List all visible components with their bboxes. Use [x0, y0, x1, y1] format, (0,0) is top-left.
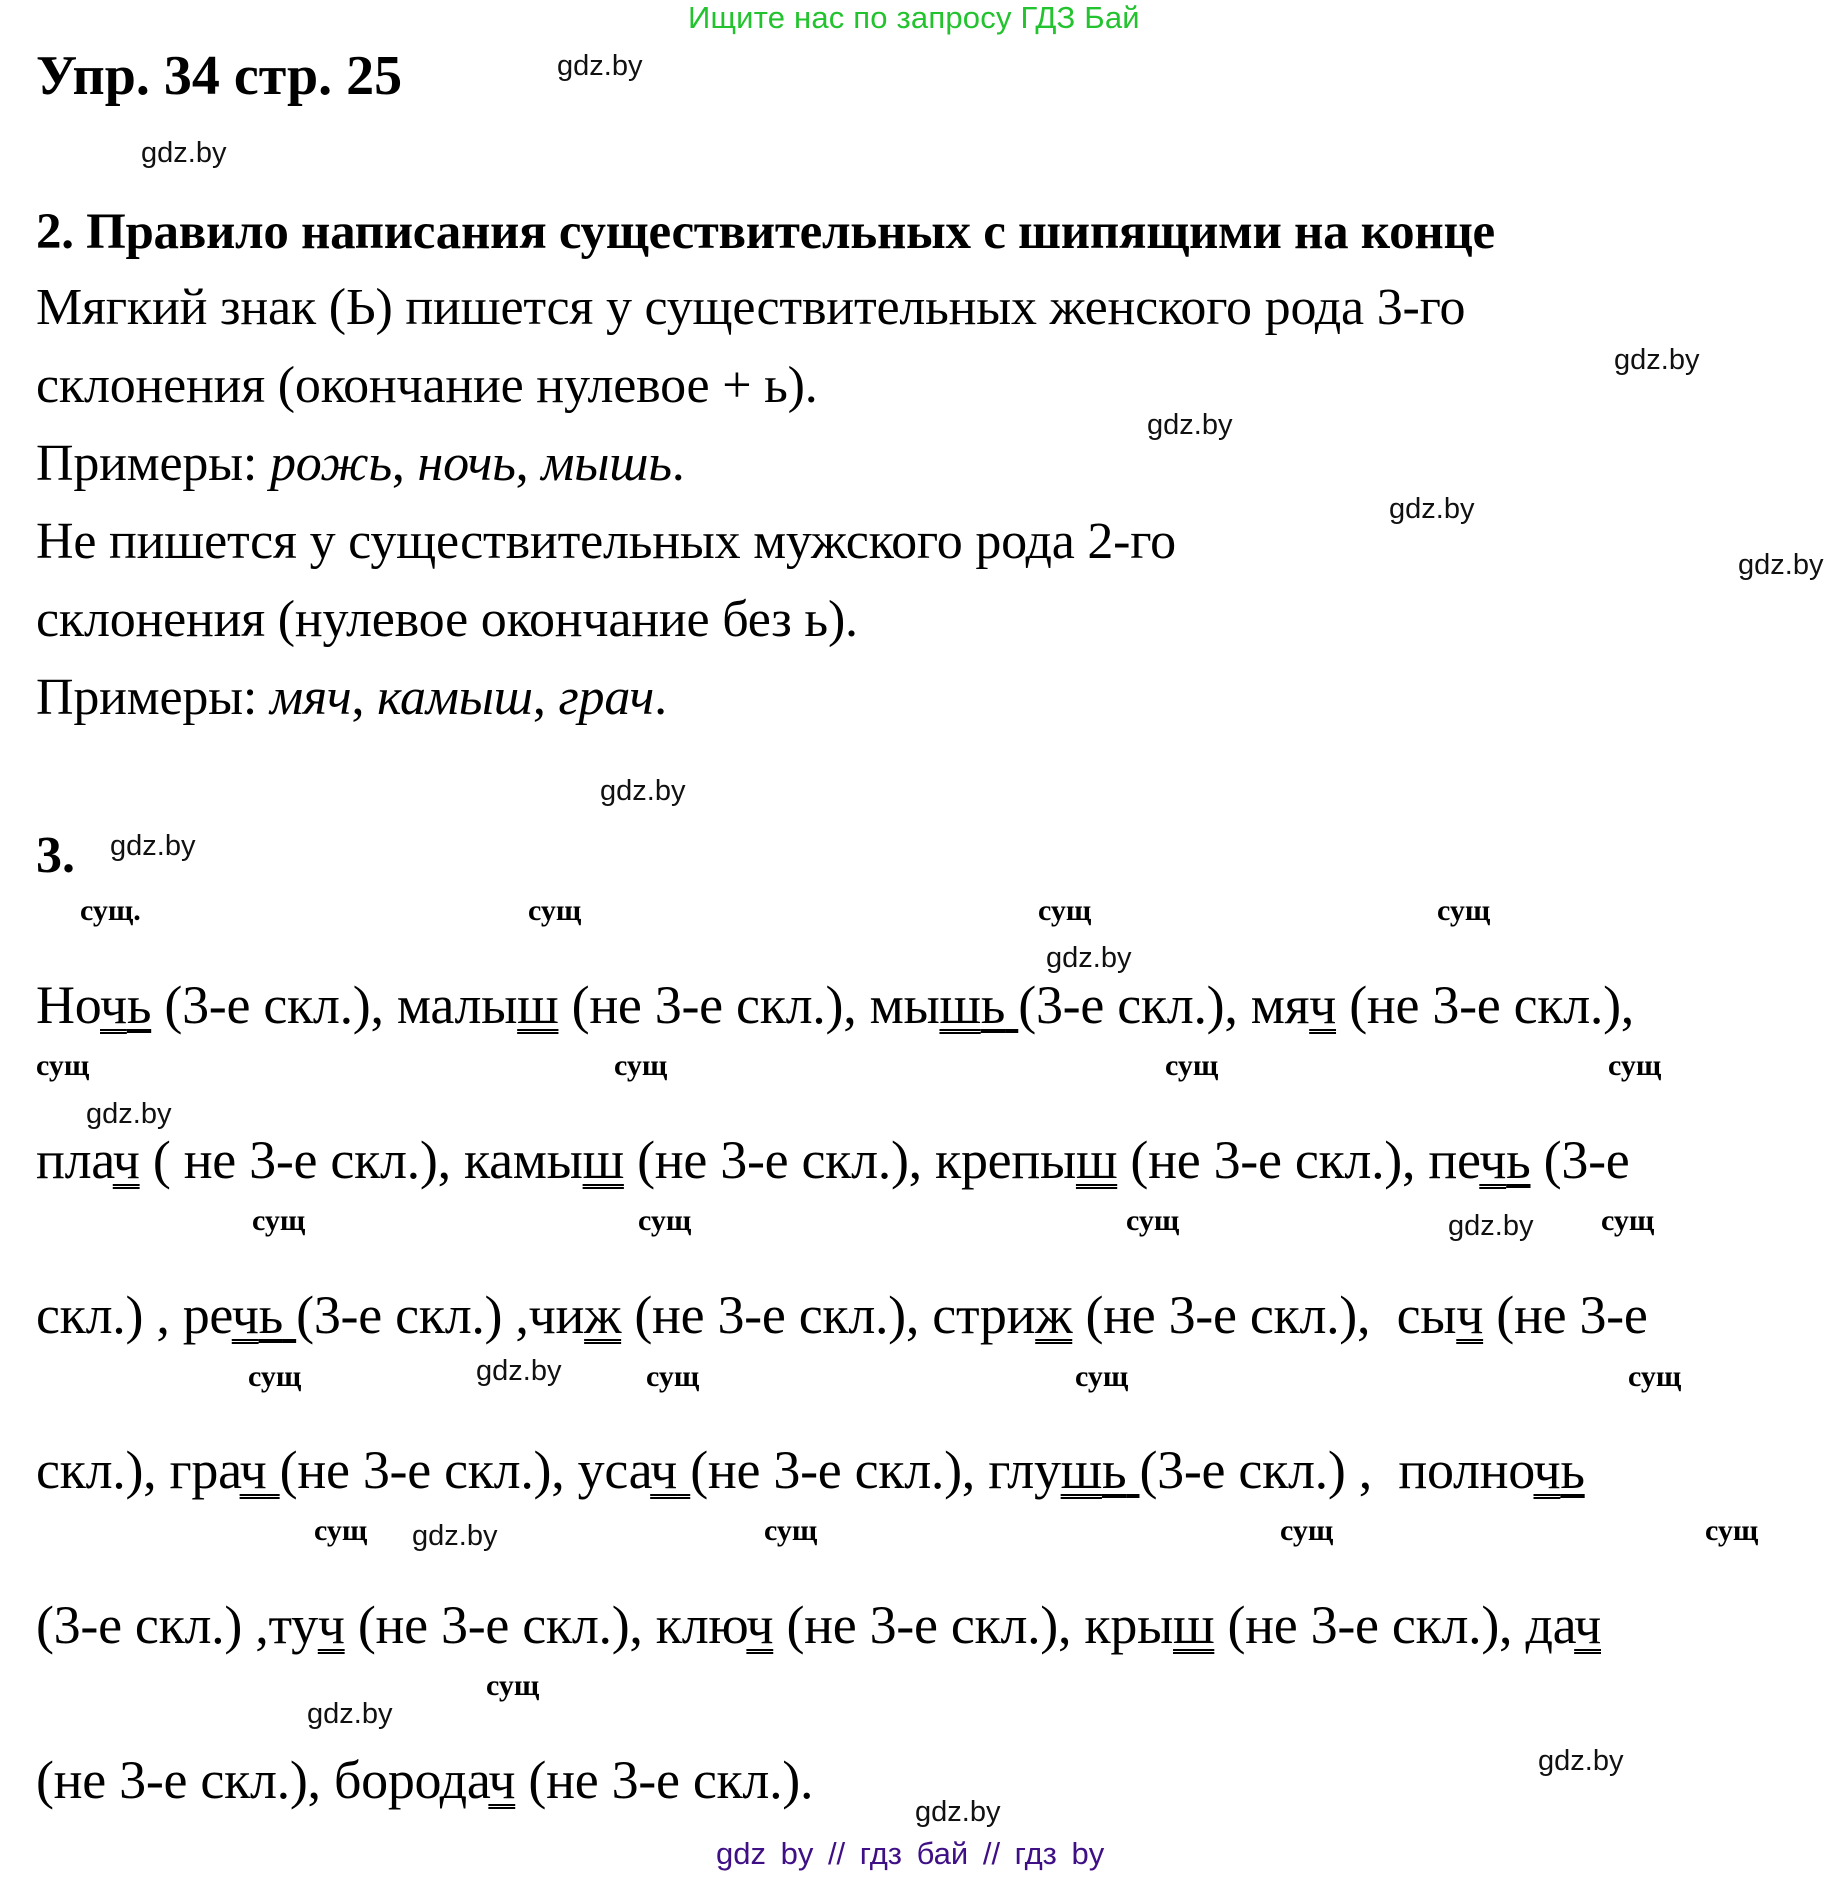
hissing-letter: ч	[1479, 1130, 1507, 1190]
hissing-letter: ч	[112, 1130, 140, 1190]
pos-label: сущ	[528, 894, 582, 927]
pos-label: сущ	[314, 1514, 368, 1547]
hissing-letter: ш	[517, 975, 559, 1035]
soft-sign: ь	[980, 975, 1006, 1035]
rule-line: Не пишется у существительных мужского рода 2-го	[36, 513, 1176, 570]
soft-sign: ь	[1560, 1440, 1585, 1500]
rule-heading: 2. Правило написания существительных с шипящими на конце	[36, 204, 1495, 260]
pos-label: сущ	[1075, 1360, 1129, 1393]
watermark: gdz.by	[600, 775, 686, 807]
example-word: мышь	[541, 435, 672, 492]
hissing-letter: ч	[100, 975, 127, 1035]
section-3-label: 3.	[36, 827, 75, 884]
hissing-letter: ш	[1060, 1440, 1102, 1500]
pos-label: сущ	[1705, 1514, 1759, 1547]
hissing-letter: ч	[1574, 1595, 1601, 1655]
watermark: gdz.by	[1389, 493, 1475, 525]
hissing-letter: ш	[1173, 1595, 1215, 1655]
watermark: gdz.by	[476, 1355, 562, 1387]
watermark: gdz.by	[110, 830, 196, 862]
hissing-letter: ч	[488, 1750, 516, 1810]
pos-label: сущ.	[80, 894, 141, 927]
pos-label: сущ	[1038, 894, 1092, 927]
pos-label: сущ	[36, 1049, 90, 1082]
page-title: Упр. 34 стр. 25	[36, 45, 403, 107]
answer-line: (не 3-е скл.), бородач (не 3-е скл.).	[36, 1750, 814, 1810]
watermark: gdz.by	[86, 1098, 172, 1130]
hissing-letter: ш	[1075, 1130, 1118, 1190]
hissing-letter: ж	[1035, 1285, 1073, 1345]
hissing-letter: ч	[1456, 1285, 1484, 1345]
pos-label: сущ	[646, 1360, 700, 1393]
rule-line: склонения (нулевое окончание без ь).	[36, 591, 858, 648]
hissing-letter: ч	[746, 1595, 774, 1655]
rule-line: Мягкий знак (Ь) пишется у существительных женского рода 3-го	[36, 279, 1466, 336]
watermark: gdz.by	[1147, 409, 1233, 441]
hissing-letter: ч	[1533, 1440, 1561, 1500]
example-word: ночь	[417, 435, 516, 492]
hissing-letter: ч	[317, 1595, 345, 1655]
soft-sign: ь	[1506, 1130, 1531, 1190]
hissing-letter: ш	[939, 975, 981, 1035]
soft-sign: ь	[258, 1285, 283, 1345]
watermark: gdz.by	[1614, 344, 1700, 376]
answer-line: плач ( не 3-е скл.), камыш (не 3-е скл.), крепыш (не 3-е скл.), печь (3-е	[36, 1130, 1630, 1190]
pos-label: сущ	[614, 1049, 668, 1082]
answer-line: (3-е скл.) ,туч (не 3-е скл.), ключ (не 3-е скл.), крыш (не 3-е скл.), дач	[36, 1595, 1601, 1655]
example-word: мяч	[269, 669, 352, 726]
answer-line: скл.) , речь (3-е скл.) ,чиж (не 3-е скл.), стриж (не 3-е скл.), сыч (не 3-е	[36, 1285, 1648, 1345]
examples-line: Примеры: мяч, камыш, грач.	[36, 669, 667, 726]
hissing-letter: ч	[231, 1285, 259, 1345]
pos-label: сущ	[486, 1669, 540, 1702]
examples-line: Примеры: рожь, ночь, мышь.	[36, 435, 685, 492]
pos-label: сущ	[1280, 1514, 1334, 1547]
pos-label: сущ	[252, 1204, 306, 1237]
watermark: gdz.by	[1738, 549, 1824, 581]
pos-label: сущ	[1628, 1360, 1682, 1393]
watermark: gdz.by	[412, 1520, 498, 1552]
watermark: gdz.by	[1538, 1745, 1624, 1777]
example-word: камыш	[377, 669, 533, 726]
watermark: gdz.by	[915, 1796, 1001, 1828]
footer-links: gdz by // гдз бай // гдз by	[716, 1836, 1105, 1871]
pos-label: сущ	[1165, 1049, 1219, 1082]
pos-label: сущ	[248, 1360, 302, 1393]
watermark: gdz.by	[307, 1698, 393, 1730]
watermark: gdz.by	[557, 50, 643, 82]
hissing-letter: ж	[584, 1285, 622, 1345]
hissing-letter: ч	[650, 1440, 678, 1500]
answer-line: скл.), грач (не 3-е скл.), усач (не 3-е скл.), глушь (3-е скл.) , полночь	[36, 1440, 1585, 1500]
pos-label: сущ	[638, 1204, 692, 1237]
pos-label: сущ	[1126, 1204, 1180, 1237]
hissing-letter: ш	[582, 1130, 624, 1190]
soft-sign: ь	[1101, 1440, 1127, 1500]
pos-label: сущ	[1437, 894, 1491, 927]
pos-label: сущ	[1601, 1204, 1655, 1237]
hissing-letter: ч	[239, 1440, 267, 1500]
rule-line: склонения (окончание нулевое + ь).	[36, 357, 818, 414]
example-word: грач	[558, 669, 655, 726]
watermark: gdz.by	[1448, 1210, 1534, 1242]
pos-label: сущ	[764, 1514, 818, 1547]
soft-sign: ь	[126, 975, 152, 1035]
pos-label: сущ	[1608, 1049, 1662, 1082]
hissing-letter: ч	[1309, 975, 1337, 1035]
watermark: gdz.by	[1046, 942, 1132, 974]
watermark: gdz.by	[141, 137, 227, 169]
examples-label: Примеры:	[36, 435, 258, 492]
answer-line: Ночь (3-е скл.), малыш (не 3-е скл.), мышь (3-е скл.), мяч (не 3-е скл.),	[36, 975, 1634, 1035]
search-banner: Ищите нас по запросу ГДЗ Бай	[688, 0, 1140, 35]
example-word: рожь	[269, 435, 392, 492]
examples-label: Примеры:	[36, 669, 258, 726]
